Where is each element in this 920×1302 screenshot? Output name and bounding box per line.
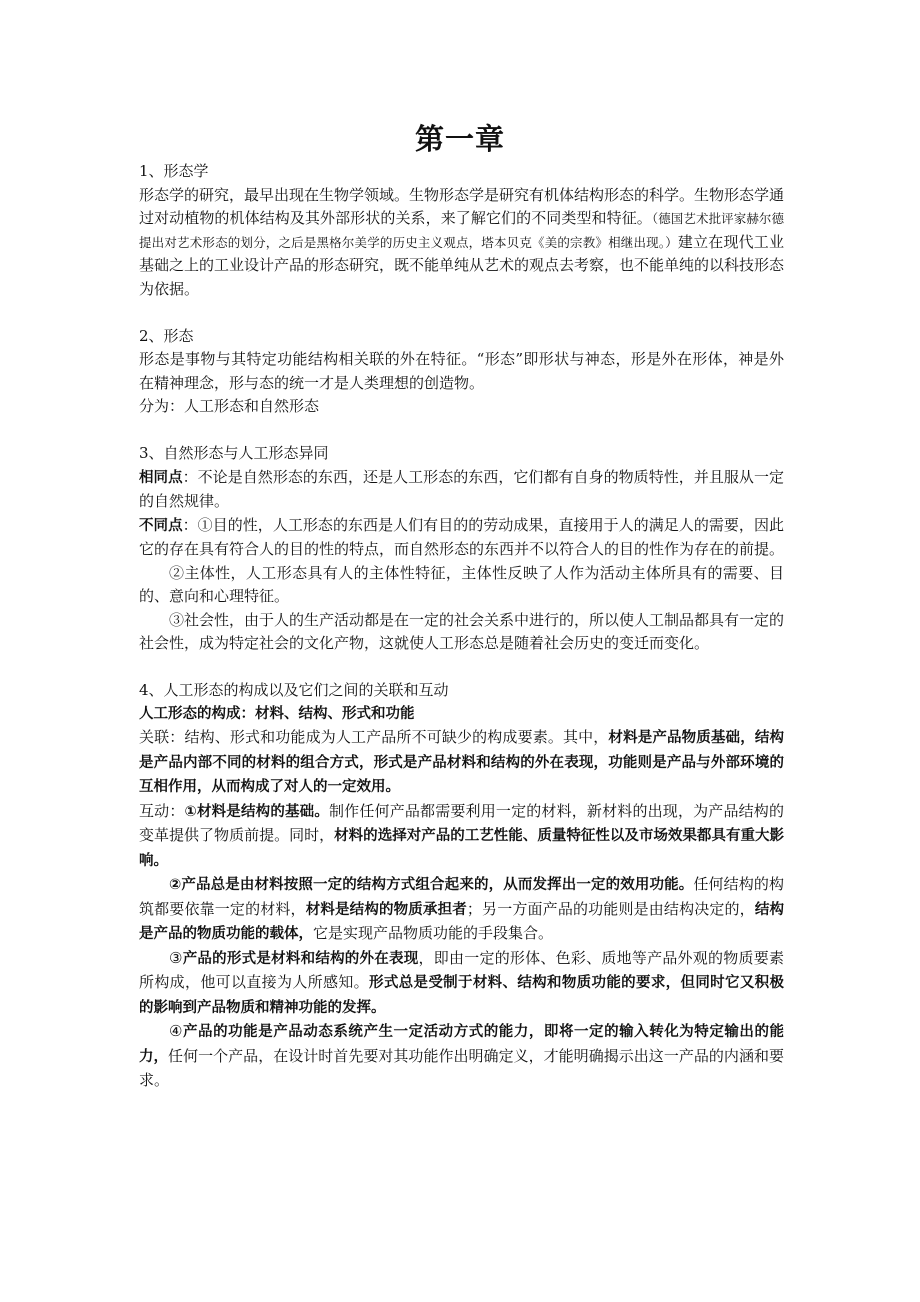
form-paragraph	[139, 947, 784, 1021]
blank-line	[139, 301, 784, 325]
structure-bold-1: ②产品总是由材料按照一定的结构方式组合起来的，从而发挥出一定的效用功能。	[169, 877, 694, 893]
relation-paragraph	[139, 726, 784, 800]
relation-bold: 材料是产品物质基础，结构是产品内部不同的材料的组合方式，形式是产品材料和结构的外在表现，功能则是产品与外部环境的互相作用，从而构成了对人的一定效用。	[139, 730, 784, 795]
similarity-paragraph	[139, 466, 784, 514]
function-paragraph	[139, 1020, 784, 1093]
interaction-bold-1: ①材料是结构的基础。	[184, 803, 330, 820]
structure-text-2: ；另一方面产品的功能则是由结构决定的，	[466, 899, 755, 918]
interaction-paragraph	[139, 800, 784, 874]
function-text-1: 任何一个产品，在设计时首先要对其功能作出明确定义，才能明确揭示出这一产品的内涵和要求。	[139, 1046, 784, 1089]
similarity-text: ：不论是自然形态的东西，还是人工形态的东西，它们都有自身的物质特性，并且服从一定的自然规律。	[139, 467, 784, 510]
blank-line	[139, 419, 784, 443]
interaction-bold-2: 材料的选择对产品的工艺性能、质量特征性以及市场效果都具有重大影响。	[139, 828, 784, 869]
document-body	[139, 160, 784, 1093]
function-marker: ④	[169, 1022, 183, 1040]
form-bold-1: 产品的形式是材料和结构的外在表现	[182, 950, 419, 967]
difference-paragraph	[139, 514, 784, 562]
structure-text-1: 任何结构的构筑都要依靠一定的材料，	[139, 875, 784, 918]
difference-label: 不同点	[139, 517, 183, 534]
structure-text-3: 它是实现产品物质功能的手段集合。	[313, 924, 554, 942]
composition-line: 人工形态的构成：材料、结构、形式和功能	[139, 705, 415, 722]
section-1-text: 形态学的研究，最早出现在生物学领域。生物形态学是研究有机体结构形态的科学。生物形态学通过对动植物的机体结构及其外部形状的关系，来了解它们的不同类型和特征。	[139, 185, 785, 227]
relation-label: 关联：	[139, 728, 185, 746]
interaction-text-1: 制作任何产品都需要利用一定的材料，新材料的出现，为产品结构的变革提供了物质前提。同时，	[139, 801, 784, 844]
form-bold-2: 形式总是受制于材料、结构和物质功能的要求，但同时它又积极的影响到产品物质和精神功能的发挥。	[139, 975, 784, 1016]
section-1-paragraph	[139, 184, 784, 302]
function-bold-1: 产品的功能是产品动态系统产生一定活动方式的能力，即将一定的输入转化为特定输出的能力，	[139, 1024, 785, 1065]
structure-bold-3: 结构是产品的物质功能的载体，	[139, 901, 784, 942]
structure-bold-2: 材料是结构的物质承担者	[305, 901, 467, 918]
blank-line	[139, 656, 784, 680]
section-3-heading: 3、自然形态与人工形态异同	[139, 444, 329, 462]
subjectivity-paragraph: ②主体性，人工形态具有人的主体性特征，主体性反映了人作为活动主体所具有的需要、目的、意向和心理特征。	[139, 563, 784, 605]
form-text-1: ，即由一定的形体、色彩、质地等产品外观的物质要素所构成，他可以直接为人所感知。	[139, 948, 784, 991]
sociality-paragraph: ③社会性，由于人的生产活动都是在一定的社会关系中进行的，所以使人工制品都具有一定的社会性，成为特定社会的文化产物，这就使人工形态总是随着社会历史的变迁而变化。	[139, 610, 785, 652]
section-2-heading: 2、形态	[139, 326, 194, 345]
section-4-heading: 4、人工形态的构成以及它们之间的关联和互动	[139, 681, 449, 699]
interaction-label: 互动：	[139, 801, 185, 820]
section-1-heading: 1、形态学	[139, 162, 209, 180]
structure-paragraph	[139, 873, 784, 947]
page-title: 第一章	[414, 122, 505, 156]
section-2-paragraph: 形态是事物与其特定功能结构相关联的外在特征。“形态”即形状与神态，形是外在形体，神是外在精神理念，形与态的统一才是人类理想的创造物。	[139, 350, 784, 392]
similarity-label: 相同点	[139, 469, 183, 486]
section-1-text-end: 建立在现代工业基础之上的工业设计产品的形态研究，既不能单纯从艺术的观点去考察，也不能单纯的以科技形态为依据。	[139, 232, 785, 298]
form-marker: ③	[169, 948, 183, 967]
difference-text: ：①目的性，人工形态的东西是人们有目的的劳动成果，直接用于人的满足人的需要，因此它的存在具有符合人的目的性的特点，而自然形态的东西并不以符合人的目的性作为存在的前提。	[139, 515, 785, 558]
section-2-classification: 分为：人工形态和自然形态	[139, 397, 320, 415]
section-1-note: （德国艺术批评家赫尔德提出对艺术形态的划分，之后是黑格尔美学的历史主义观点，塔本贝克《美的宗教》相继出现。）	[139, 211, 784, 250]
relation-text: 结构、形式和功能成为人工产品所不可缺少的构成要素。其中，	[184, 728, 609, 746]
